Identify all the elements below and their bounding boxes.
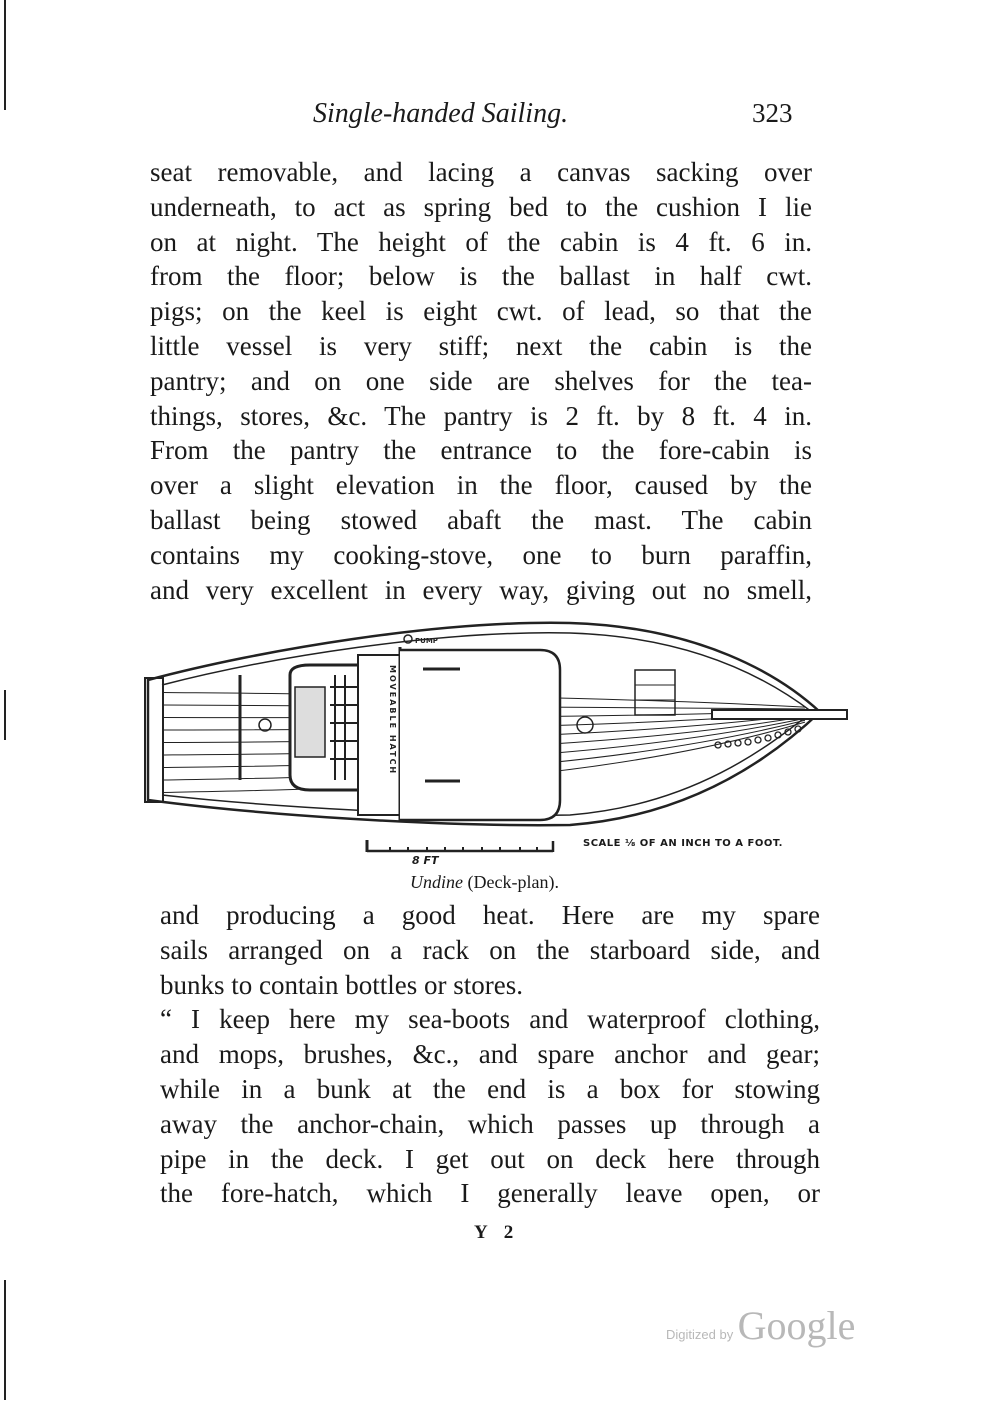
text-line: underneath, to act as spring bed to the cushion I lie <box>150 191 812 222</box>
text-line: on at night. The height of the cabin is 4 ft. 6 in. <box>150 226 812 257</box>
scan-edge <box>4 690 6 740</box>
text-line: and very excellent in every way, giving out no smell, <box>150 574 812 605</box>
scan-edge <box>4 1280 6 1400</box>
text-line: “ I keep here my sea-boots and waterproof clothing, <box>160 1004 820 1035</box>
text-line: contains my cooking-stove, one to burn paraffin, <box>150 539 812 570</box>
text-line: pantry; and on one side are shelves for the tea- <box>150 365 812 396</box>
page-number: 323 <box>752 98 793 128</box>
digitized-watermark <box>666 1302 855 1349</box>
caption-boat-name: Undine <box>410 872 463 892</box>
scan-edge <box>4 0 6 110</box>
watermark-prefix: Digitized by <box>666 1327 734 1342</box>
text-line: from the floor; below is the ballast in half cwt. <box>150 261 812 292</box>
text-line: and producing a good heat. Here are my spare <box>160 900 820 930</box>
signature-mark: Y 2 <box>474 1222 520 1243</box>
text-line: the fore-hatch, which I generally leave open, or <box>160 1178 820 1209</box>
text-line: ballast being stowed abaft the mast. The cabin <box>150 505 812 535</box>
deck-plan-illustration <box>140 615 850 840</box>
text-line: seat removable, and lacing a canvas sacking over <box>150 157 812 187</box>
text-line: sails arranged on a rack on the starboard side, and <box>160 934 820 965</box>
text-line: away the anchor-chain, which passes up through a <box>160 1108 820 1139</box>
text-line: pipe in the deck. I get out on deck here through <box>160 1143 820 1174</box>
text-line: and mops, brushes, &c., and spare anchor and gear; <box>160 1039 820 1070</box>
figure-caption <box>410 872 559 893</box>
text-line: while in a bunk at the end is a box for stowing <box>160 1074 820 1104</box>
scale-text: SCALE ⅛ OF AN INCH TO A FOOT. <box>583 838 783 849</box>
caption-text: (Deck-plan). <box>463 872 559 892</box>
scale-bar <box>365 838 560 854</box>
text-line: little vessel is very stiff; next the cabin is the <box>150 331 812 361</box>
google-logo: Google <box>737 1303 856 1348</box>
scale-number: 8 FT <box>412 854 439 867</box>
pump-label: PUMP <box>415 637 438 645</box>
text-line: over a slight elevation in the floor, caused by the <box>150 470 812 501</box>
hatch-label: MOVEABLE HATCH <box>388 665 397 776</box>
text-line: bunks to contain bottles or stores. <box>160 969 523 1000</box>
text-line: pigs; on the keel is eight cwt. of lead, so that the <box>150 296 812 327</box>
running-header-title: Single-handed Sailing. <box>313 98 569 129</box>
text-line: things, stores, &c. The pantry is 2 ft. by 8 ft. 4 in. <box>150 400 812 431</box>
text-line: From the pantry the entrance to the fore-cabin is <box>150 435 812 466</box>
cabin-top <box>400 650 560 820</box>
